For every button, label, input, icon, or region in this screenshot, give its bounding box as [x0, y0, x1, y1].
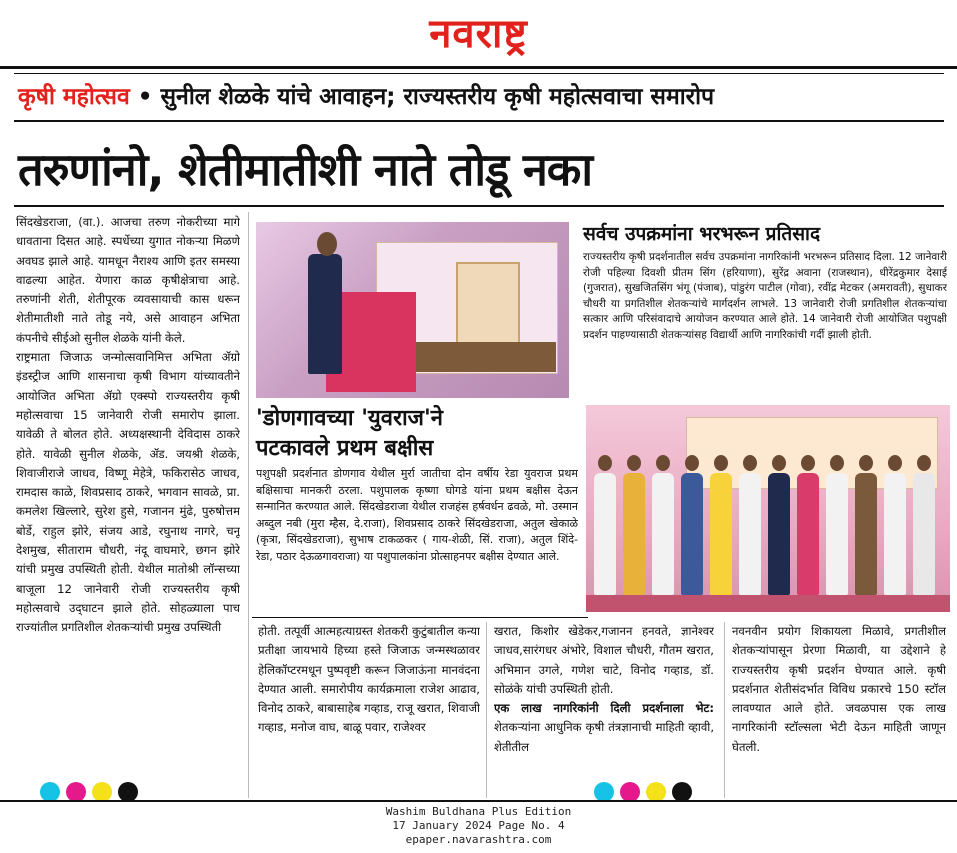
crowd-head: [627, 455, 641, 471]
headline: तरुणांनो, शेतीमातीशी नाते तोडू नका: [18, 143, 593, 196]
crowd-figure: [826, 473, 848, 595]
article-column-3-paragraph-2: शेतकऱ्यांना आधुनिक कृषी तंत्रज्ञानाची माहिती व्हावी, शेतीतील: [494, 720, 714, 754]
kicker-tag: कृषी महोत्सव: [18, 84, 130, 110]
footer-edition: Washim Buldhana Plus Edition: [385, 805, 572, 818]
article-column-2: होती. तत्पूर्वी आत्महत्याग्रस्त शेतकरी कुटुंबातील कन्या प्रतीक्षा जायभाये हिच्या हस्ते जिजाऊ जन्मस्थळावर हेलिकॉप्टरमधून पुष्पवृष्टी करून जिजाऊंना मानवंदना देण्यात आली. समारोपीय कार्यक्रमाला राजेश आढाव, विनोद ठाकरे, बाबासाहेब गव्हाड, राजू खरात, शिवाजी गव्हाड, मनोज वाघ, बाळू पवार, राजेश्वर: [258, 624, 480, 735]
magenta-dot: [66, 782, 86, 802]
black-dot: [118, 782, 138, 802]
box-prize: [256, 404, 578, 614]
crowd-head: [598, 455, 612, 471]
black-dot: [672, 782, 692, 802]
headline-rule: [14, 205, 944, 207]
crowd-figure: [739, 473, 761, 595]
magenta-dot: [620, 782, 640, 802]
column-rule-1: [248, 212, 249, 798]
yellow-dot: [92, 782, 112, 802]
kicker-bullet: •: [137, 84, 153, 110]
article-column-1: [16, 213, 240, 793]
crowd-head: [685, 455, 699, 471]
footer-date-page: 17 January 2024 Page No. 4: [392, 819, 565, 832]
photo-speaker-podium: [256, 222, 569, 398]
article-column-4: नवनवीन प्रयोग शिकायला मिळावे, प्रगतीशील शेतकऱ्यांपासून प्रेरणा मिळावी, या उद्देशाने हे राज्यस्तरीय कृषी प्रदर्शन घेण्यात आले. कृषी प्रदर्शनात शेतीसंदर्भात विविध प्रकारचे 150 स्टॉल लावण्यात आले होते. जवळपास एक लाख नागरिकांनी स्टॉल्सला भेटी देऊन माहिती जाणून घेतली.: [732, 624, 946, 754]
crowd-figure: [797, 473, 819, 595]
box-responses-body: राज्यस्तरीय कृषी प्रदर्शनातील सर्वच उपक्रमांना नागरिकांनी भरभरून प्रतिसाद दिला. 12 जानेवारी रोजी पहिल्या दिवशी प्रीतम सिंग (हरियाणा), सुरेंद्र अवाना (राजस्थान), धीरेंद्रकुमार देसाई (गुजरात), सुखजितसिंग भंगू (पंजाब), पांडुरंग पाटील (गोवा), रवींद्र मेटकर (अमरावती), सुधाकर चौधरी या प्रगतिशील शेतकऱ्यांचे मार्गदर्शन लाभले. 13 जानेवारी रोजी प्रगतिशील शेतकऱ्यांचा सत्कार आणि परिसंवादाचे आयोजन करण्यात आले होते. 14 जानेवारी रोजी आयोजित पशुपक्षी प्रदर्शन पाहण्यासाठी शेतकऱ्यांसह विद्यार्थी आणि नागरिकांची गर्दी झाली होती.: [583, 251, 947, 341]
crowd-head: [888, 455, 902, 471]
box-responses-title: सर्वच उपक्रमांना भरभरून प्रतिसाद: [583, 223, 821, 245]
crowd-head: [656, 455, 670, 471]
box-prize-body: पशुपक्षी प्रदर्शनात डोणगाव येथील मुर्रा जातीचा दोन वर्षीय रेडा युवराज प्रथम बक्षिसाचा मानकरी ठरला. पशुपालक कृष्णा घोगडे यांना प्रथम बक्षीस देऊन सन्मानित करण्यात आले. सिंदखेडराजा येथील राजहंस हर्षवर्धन ढवळे, मो. उस्मान अब्दुल नबी (मुरा म्हैस, दे.राजा), शिवप्रसाद ठाकरे सिंदखेडराजा, अतुल खेकाळे (कृत्रा, सिंदखेडराजा), सुभाष टाकळकर ( गाय-शेळी, सिं. राजा), अतुल शिंदे- रेडा, पठार देऊळगावराजा) या पशुपालकांना प्रोत्साहनपर बक्षीस देण्यात आले.: [256, 467, 578, 563]
masthead-logo: नवराष्ट्र: [429, 11, 528, 57]
crowd-head: [859, 455, 873, 471]
article-column-3: [494, 622, 714, 794]
kicker-rule-bottom: [14, 120, 944, 122]
crowd-figure: [681, 473, 703, 595]
box-prize-rule: [252, 617, 588, 618]
column-rule-2: [486, 622, 487, 798]
article-paragraph-1: सिंदखेडराजा, (वा.). आजचा तरुण नोकरीच्या मागे धावताना दिसत आहे. स्पर्धेच्या युगात नोकऱ्या मिळणे अवघड झाले आहे. यामधून नैराश्य आणि इतर समस्या वाढल्या आहेत. येणारा काळ कृषीक्षेत्राचा आहे. तरुणांनी शेती, शेतीपूरक व्यवसायाची कास धरून शेतीमातीशी नाते तोडू नये, असे आवाहन अभिता कंपनीचे सीईओ सुनील शेळके यांनी केले.: [16, 215, 240, 345]
kicker-line: [18, 74, 938, 120]
crowd-figure: [855, 473, 877, 595]
cyan-dot: [40, 782, 60, 802]
box-prize-title-1: 'डोणगावच्या 'युवराज'ने: [256, 406, 443, 431]
crowd-head: [801, 455, 815, 471]
crowd-figure: [594, 473, 616, 595]
subheading-visitors: एक लाख नागरिकांनी दिली प्रदर्शनाला भेट:: [494, 701, 714, 716]
yellow-dot: [646, 782, 666, 802]
crowd-head: [743, 455, 757, 471]
cyan-dot: [594, 782, 614, 802]
crowd-head: [830, 455, 844, 471]
crowd-figure: [768, 473, 790, 595]
crowd-head: [714, 455, 728, 471]
crowd-figure: [623, 473, 645, 595]
kicker-rule-top: [14, 73, 944, 74]
box-prize-title-2: पटकावले प्रथम बक्षीस: [256, 436, 434, 461]
masthead-rule: [0, 66, 957, 69]
speaker-figure: [308, 254, 342, 374]
crowd-head: [772, 455, 786, 471]
crowd-figure: [710, 473, 732, 595]
registration-marks-right: [594, 782, 698, 806]
photo-group-felicitation: [586, 405, 950, 612]
crowd-head: [917, 455, 931, 471]
kicker-text: सुनील शेळके यांचे आवाहन; राज्यस्तरीय कृषी महोत्सवाचा समारोप: [160, 84, 715, 110]
footer-rule: [0, 800, 957, 802]
crowd-figure: [652, 473, 674, 595]
article-paragraph-2: राष्ट्रमाता जिजाऊ जन्मोत्सवानिमित्त अभिता ॲग्रो इंडस्ट्रीज आणि शासनाचा कृषी विभाग यांच्यावतीने आयोजित अभिता ॲग्रो एक्स्पो राज्यस्तरीय कृषी महोत्सवाचा 15 जानेवारी रोजी समारोप झाला. यावेळी ते बोलत होते. अध्यक्षस्थानी देविदास ठाकरे होते. यावेळी सुनील शेळके, ॲड. जयश्री शेळके, शिवाजीराजे जाधव, विष्णू मेहेत्रे, फकिरासेठ जाधव, रामदास काळे, शिवप्रसाद ठाकरे, भगवान सावळे, प्रा. कमलेश खिल्लारे, सुरेश हुसे, गजानन मुंढे, पुरुषोत्तम बोर्डे, राहुल झोरे, संजय आडे, रघुनाथ नागरे, चनू देशमुख, सीताराम चौधरी, नंदू वाघमारे, छगन झोरे यांची प्रमुख उपस्थिती होती. येथील मातोश्री लॉन्सच्या बाजूला 12 जानेवारी रोजी राज्यस्तरीय कृषी महोत्सवाचे उद्‌घाटन झाले होते. सोहळ्याला पाच राज्यांतील प्रगतिशील शेतकऱ्यांची प्रमुख उपस्थिती: [16, 350, 240, 635]
registration-marks-left: [40, 782, 144, 806]
crowd-figure: [913, 473, 935, 595]
edition-footer: [0, 805, 957, 847]
column-rule-3: [724, 622, 725, 798]
crowd-figure: [884, 473, 906, 595]
article-column-3-paragraph-1: खरात, किशोर खेडेकर,गजानन हनवते, ज्ञानेश्वर जाधव,सारंगधर अंभोरे, विशाल चौधरी, गौतम खरात, अभिमान उगले, गणेश चाटे, विनोद गव्हाड, डॉ. सोळंके यांची उपस्थिती होती.: [494, 624, 714, 696]
box-responses: [583, 222, 947, 394]
footer-url[interactable]: epaper.navarashtra.com: [405, 833, 552, 846]
